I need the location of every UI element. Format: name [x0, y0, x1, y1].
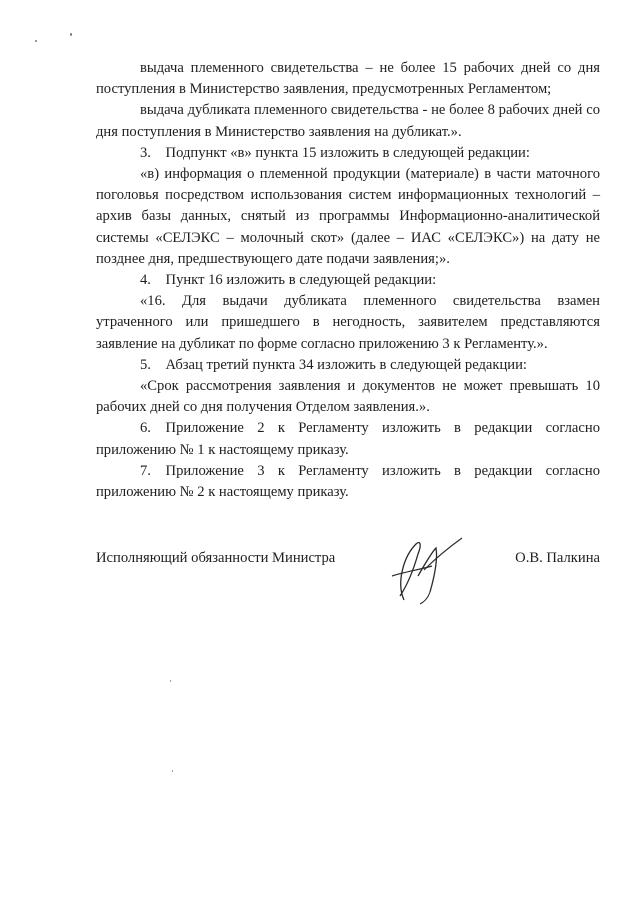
- signature-block: [96, 542, 600, 602]
- paragraph-item-3: 3. Подпункт «в» пункта 15 изложить в следующей редакции:: [140, 144, 530, 161]
- scan-speck: [70, 33, 72, 36]
- signatory-name: О.В. Палкина: [515, 550, 600, 566]
- paragraph-item-7: 7. Приложение 3 к Регламенту изложить в редакции согласно приложению № 2 к настоящему приказу.: [96, 462, 600, 501]
- scan-speck: [170, 680, 171, 682]
- paragraph: «16. Для выдачи дубликата племенного свидетельства взамен утраченного или пришедшего в негодность, заявителем представляются заявление на дубликат по форме согласно приложению 3 к Регламенту.».: [96, 293, 600, 352]
- paragraph: выдача дубликата племенного свидетельства - не более 8 рабочих дней со дня поступления в Министерство заявления на дубликат.».: [96, 102, 600, 140]
- handwritten-signature: [374, 532, 470, 608]
- scan-speck: [35, 40, 37, 42]
- paragraph: выдача племенного свидетельства – не более 15 рабочих дней со дня поступления в Министерство заявления, предусмотренных Регламентом;: [96, 60, 600, 98]
- paragraph-item-4: 4. Пункт 16 изложить в следующей редакции:: [140, 272, 437, 289]
- paragraph: «в) информация о племенной продукции (материале) в части маточного поголовья посредством использования систем информационных технологий – архив базы данных, снятый из программы Информационно-аналитической системы «СЕЛЭКС – молочный скот» (далее – ИАС «СЕЛЭКС») на дату не позднее дня, предшествующего дате подачи заявления;».: [96, 166, 600, 267]
- scan-speck: [172, 770, 173, 772]
- document-body: [96, 58, 600, 503]
- paragraph-item-6: 6. Приложение 2 к Регламенту изложить в редакции согласно приложению № 1 к настоящему приказу.: [96, 420, 600, 458]
- paragraph-item-5: 5. Абзац третий пункта 34 изложить в следующей редакции:: [140, 356, 527, 373]
- signatory-position: Исполняющий обязанности Министра: [96, 550, 336, 566]
- paragraph: «Срок рассмотрения заявления и документов не может превышать 10 рабочих дней со дня получения Отделом заявления.».: [96, 378, 600, 416]
